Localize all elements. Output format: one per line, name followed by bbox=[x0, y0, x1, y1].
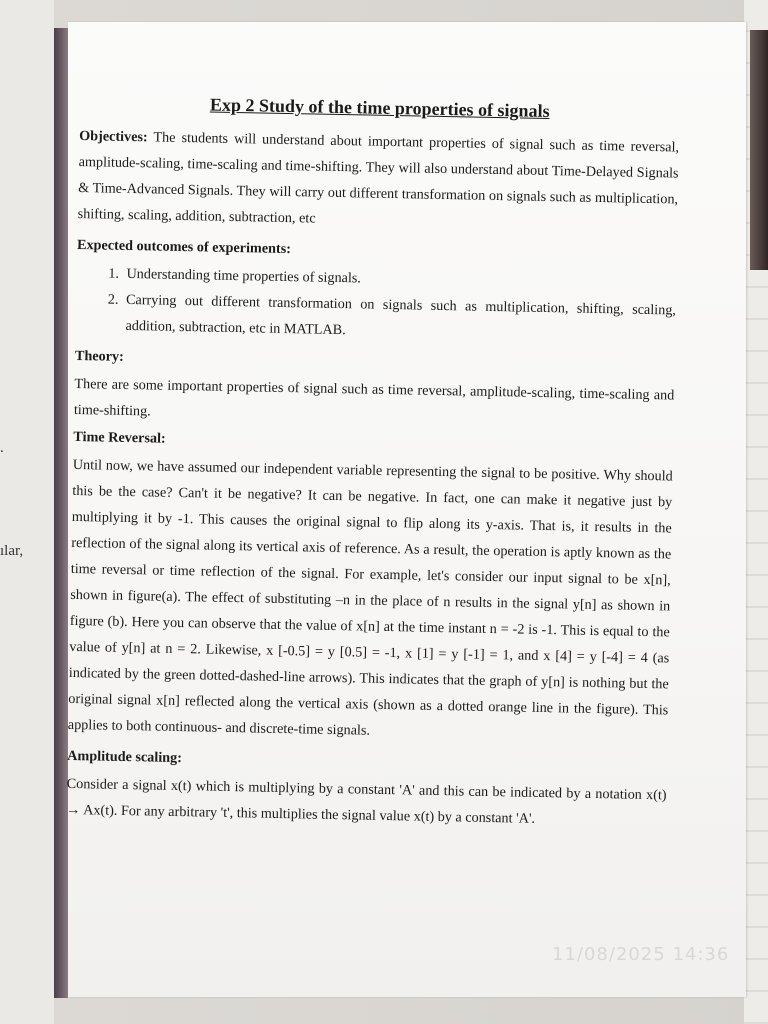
objectives-label: Objectives: bbox=[79, 127, 148, 146]
underlying-page bbox=[0, 0, 54, 1024]
amplitude-scaling-heading: Amplitude scaling: bbox=[67, 747, 183, 767]
photo-timestamp: 11/08/2025 14:36 bbox=[552, 944, 730, 965]
time-reversal-text: Until now, we have assumed our independent variable representing the signal to be positive. Why should this be the case? Can't it be negative? It can be negative. In fact, one can make it negative just by multiplying it by -1. This causes the original signal to flip along its y-axis. That is, it results in the reflection of the signal along its vertical axis of reference. As a result, the operation is aptly known as the time reversal or time reflection of the signal. For example, let's consider our input signal to be x[n], shown in figure(a). The effect of substituting –n in the place of n results in the signal y[n] as shown in figure (b). Here you can observe that the value of x[n] at the time instant n = -2 is -1. This is equal to the value of y[n] at n = 2. Likewise, x [-0.5] = y [0.5] = -1, x [1] = y [-1] = 1, and x [4] = y [-4] = 4 (as indicated by the green dotted-dashed-line arrows). This indicates that the graph of y[n] is nothing but the original signal x[n] reflected along the vertical axis (shown as a dotted orange line in the figure). This applies to both continuous- and discrete-time signals. bbox=[67, 456, 673, 739]
outcome-item: 2. Carrying out different transformation on signals such as multiplication, shifting, scaling, addition, subtraction, etc in MATLAB. bbox=[121, 287, 676, 350]
outcome-item: 1. Understanding time properties of signals. bbox=[122, 261, 676, 298]
outcomes-list bbox=[75, 260, 676, 350]
document-title: Exp 2 Study of the time properties of signals bbox=[209, 94, 550, 122]
underlying-page-dot: . bbox=[0, 440, 4, 456]
objectives-text: The students will understand about important properties of signal such as time reversal, amplitude-scaling, time-scaling and time-shifting. They will also understand about Time-Delayed Signals & Time-Advanced Signals. They will carry out different transformation on signals such as multiplication, shifting, scaling, addition, subtraction, etc bbox=[77, 129, 680, 227]
theory-text: There are some important properties of signal such as time reversal, amplitude-scaling, time-scaling and time-shifting. bbox=[73, 375, 675, 420]
amplitude-scaling-text: Consider a signal x(t) which is multiplying by a constant 'A' and this can be indicated by a notation x(t) → Ax(t). For any arbitrary 't', this multiplies the signal value x(t) by a constant 'A'. bbox=[66, 775, 667, 827]
objectives-paragraph bbox=[77, 123, 679, 238]
dark-edge bbox=[750, 30, 768, 270]
outcomes-heading: Expected outcomes of experiments: bbox=[76, 236, 292, 258]
theory-heading: Theory: bbox=[74, 347, 124, 365]
binder-spine bbox=[54, 28, 68, 998]
time-reversal-heading: Time Reversal: bbox=[73, 428, 166, 447]
underlying-page-text: ılar, bbox=[0, 543, 24, 559]
document-content bbox=[66, 92, 680, 834]
